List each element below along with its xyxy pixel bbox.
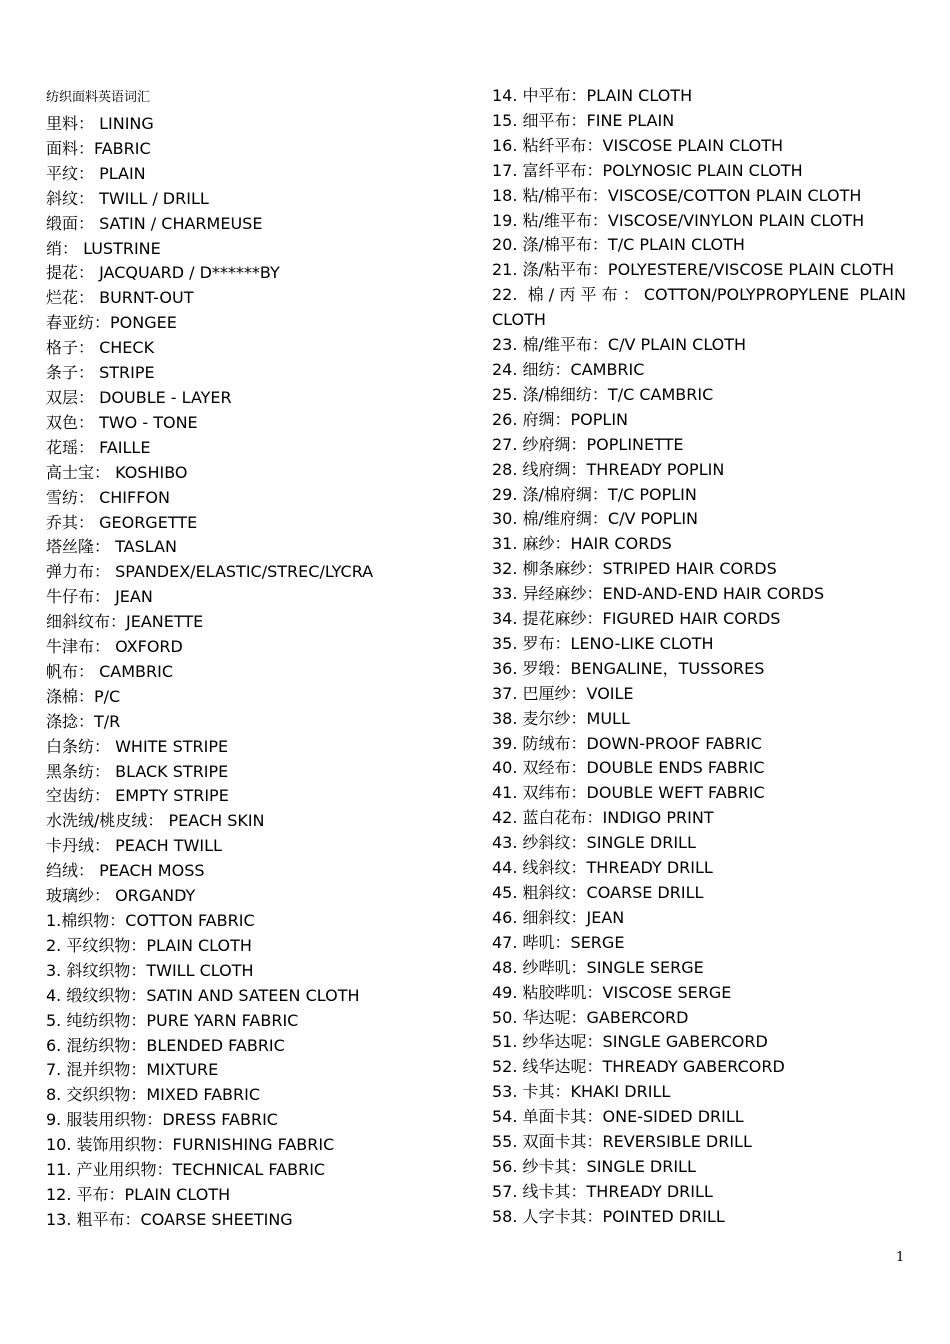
vocabulary-entry: 54. 单面卡其：ONE-SIDED DRILL <box>492 1107 744 1127</box>
vocabulary-entry: 34. 提花麻纱：FIGURED HAIR CORDS <box>492 609 781 629</box>
vocabulary-entry: 56. 纱卡其：SINGLE DRILL <box>492 1156 696 1176</box>
vocabulary-entry: 涤捻：T/R <box>46 711 121 731</box>
vocabulary-entry: 塔丝隆： TASLAN <box>46 537 177 557</box>
vocabulary-entry: 卡丹绒： PEACH TWILL <box>46 836 222 856</box>
vocabulary-entry: 涤棉：P/C <box>46 686 121 706</box>
vocabulary-entry: 条子： STRIPE <box>46 363 155 383</box>
vocabulary-entry: 烂花： BURNT-OUT <box>46 288 194 308</box>
vocabulary-entry: 25. 涤/棉细纺：T/C CAMBRIC <box>492 384 714 404</box>
vocabulary-entry: 51. 纱华达呢：SINGLE GABERCORD <box>492 1032 768 1052</box>
vocabulary-entry: 弹力布： SPANDEX/ELASTIC/STREC/LYCRA <box>46 562 374 582</box>
vocabulary-entry: 玻璃纱： ORGANDY <box>46 886 196 906</box>
vocabulary-entry: 53. 卡其：KHAKI DRILL <box>492 1082 671 1102</box>
vocabulary-entry: 春亚纺：PONGEE <box>46 313 177 333</box>
vocabulary-entry: 4. 缎纹织物：SATIN AND SATEEN CLOTH <box>46 985 360 1005</box>
vocabulary-entry: 49. 粘胶哔叽：VISCOSE SERGE <box>492 982 732 1002</box>
vocabulary-entry: 29. 涤/棉府绸：T/C POPLIN <box>492 484 697 504</box>
vocabulary-entry: 39. 防绒布：DOWN-PROOF FABRIC <box>492 733 762 753</box>
document-title: 纺织面料英语词汇 <box>46 90 151 105</box>
vocabulary-entry: 格子： CHECK <box>46 338 155 358</box>
vocabulary-entry: 36. 罗缎：BENGALINE，TUSSORES <box>492 658 765 678</box>
vocabulary-entry: 26. 府绸：POPLIN <box>492 409 629 429</box>
vocabulary-entry: 白条纺： WHITE STRIPE <box>46 736 229 756</box>
vocabulary-entry: 55. 双面卡其：REVERSIBLE DRILL <box>492 1132 752 1152</box>
vocabulary-entry: 9. 服装用织物：DRESS FABRIC <box>46 1110 278 1130</box>
vocabulary-entry: 23. 棉/维平布：C/V PLAIN CLOTH <box>492 335 747 355</box>
vocabulary-entry: 黑条纺： BLACK STRIPE <box>46 761 229 781</box>
vocabulary-entry: 10. 装饰用织物：FURNISHING FABRIC <box>46 1135 335 1155</box>
vocabulary-entry: 22. 棉/丙平布：COTTON/POLYPROPYLENE PLAIN CLOTH <box>492 285 906 330</box>
vocabulary-entry: 35. 罗布：LENO-LIKE CLOTH <box>492 633 714 653</box>
vocabulary-entry: 33. 异经麻纱：END-AND-END HAIR CORDS <box>492 584 825 604</box>
vocabulary-entry: 38. 麦尔纱：MULL <box>492 708 630 728</box>
page-number: 1 <box>896 1250 905 1265</box>
vocabulary-entry: 16. 粘纤平布：VISCOSE PLAIN CLOTH <box>492 135 784 155</box>
vocabulary-entry: 41. 双纬布：DOUBLE WEFT FABRIC <box>492 783 765 803</box>
vocabulary-entry: 高士宝： KOSHIBO <box>46 462 188 482</box>
vocabulary-entry: 双层： DOUBLE - LAYER <box>46 387 232 407</box>
vocabulary-entry: 21. 涤/粘平布：POLYESTERE/VISCOSE PLAIN CLOTH <box>492 260 894 280</box>
vocabulary-entry: 11. 产业用织物：TECHNICAL FABRIC <box>46 1160 326 1180</box>
vocabulary-entry: 43. 纱斜纹：SINGLE DRILL <box>492 833 696 853</box>
vocabulary-entry: 1.棉织物：COTTON FABRIC <box>46 911 255 930</box>
vocabulary-entry: 细斜纹布：JEANETTE <box>46 612 204 632</box>
vocabulary-entry: 乔其： GEORGETTE <box>46 512 198 532</box>
vocabulary-entry: 32. 柳条麻纱：STRIPED HAIR CORDS <box>492 559 777 579</box>
vocabulary-entry: 提花： JACQUARD / D******BY <box>46 263 280 283</box>
vocabulary-entry: 42. 蓝白花布：INDIGO PRINT <box>492 808 714 828</box>
vocabulary-entry: 17. 富纤平布：POLYNOSIC PLAIN CLOTH <box>492 160 803 180</box>
vocabulary-entry: 47. 哔叽：SERGE <box>492 932 625 952</box>
vocabulary-entry: 37. 巴厘纱：VOILE <box>492 683 634 703</box>
vocabulary-entry: 里料： LINING <box>46 114 154 133</box>
vocabulary-entry: 7. 混并织物：MIXTURE <box>46 1060 219 1080</box>
vocabulary-entry: 48. 纱哔叽：SINGLE SERGE <box>492 957 704 977</box>
vocabulary-entry: 40. 双经布：DOUBLE ENDS FABRIC <box>492 758 765 778</box>
vocabulary-entry: 15. 细平布：FINE PLAIN <box>492 110 675 130</box>
left-column <box>46 112 476 1233</box>
vocabulary-entry: 雪纺： CHIFFON <box>46 487 170 507</box>
vocabulary-entry: 57. 线卡其：THREADY DRILL <box>492 1181 713 1201</box>
vocabulary-entry: 45. 粗斜纹：COARSE DRILL <box>492 883 704 902</box>
vocabulary-entry: 52. 线华达呢：THREADY GABERCORD <box>492 1057 785 1077</box>
vocabulary-entry: 20. 涤/棉平布：T/C PLAIN CLOTH <box>492 235 745 255</box>
vocabulary-entry: 12. 平布：PLAIN CLOTH <box>46 1184 231 1204</box>
vocabulary-entry: 58. 人字卡其：POINTED DRILL <box>492 1206 725 1226</box>
vocabulary-entry: 30. 棉/维府绸：C/V POPLIN <box>492 509 699 529</box>
vocabulary-entry: 46. 细斜纹：JEAN <box>492 907 625 927</box>
vocabulary-entry: 3. 斜纹织物：TWILL CLOTH <box>46 960 254 980</box>
vocabulary-entry: 19. 粘/维平布：VISCOSE/VINYLON PLAIN CLOTH <box>492 210 865 230</box>
vocabulary-entry: 面料：FABRIC <box>46 138 151 158</box>
vocabulary-entry: 50. 华达呢：GABERCORD <box>492 1007 689 1027</box>
vocabulary-entry: 绉绒： PEACH MOSS <box>46 861 205 881</box>
vocabulary-entry: 28. 线府绸：THREADY POPLIN <box>492 459 725 479</box>
vocabulary-entry: 27. 纱府绸：POPLINETTE <box>492 434 684 454</box>
vocabulary-entry: 牛津布： OXFORD <box>46 637 183 657</box>
vocabulary-entry: 31. 麻纱：HAIR CORDS <box>492 534 672 554</box>
vocabulary-entry: 水洗绒/桃皮绒： PEACH SKIN <box>46 811 265 831</box>
vocabulary-entry: 帆布： CAMBRIC <box>46 661 173 681</box>
vocabulary-entry: 斜纹： TWILL / DRILL <box>46 188 209 208</box>
vocabulary-entry: 绡： LUSTRINE <box>46 238 161 258</box>
vocabulary-entry: 44. 线斜纹：THREADY DRILL <box>492 858 713 878</box>
vocabulary-entry: 空齿纺： EMPTY STRIPE <box>46 786 229 806</box>
vocabulary-entry: 缎面： SATIN / CHARMEUSE <box>46 213 263 233</box>
vocabulary-entry: 6. 混纺织物：BLENDED FABRIC <box>46 1035 285 1055</box>
vocabulary-entry: 14. 中平布：PLAIN CLOTH <box>492 86 693 105</box>
vocabulary-entry: 牛仔布： JEAN <box>46 587 153 607</box>
right-column <box>492 84 906 1230</box>
vocabulary-entry: 8. 交织织物：MIXED FABRIC <box>46 1085 261 1105</box>
vocabulary-entry: 双色： TWO - TONE <box>46 412 198 432</box>
vocabulary-entry: 24. 细纺：CAMBRIC <box>492 359 645 379</box>
vocabulary-entry: 平纹： PLAIN <box>46 163 146 183</box>
vocabulary-entry: 5. 纯纺织物：PURE YARN FABRIC <box>46 1010 299 1030</box>
vocabulary-entry: 13. 粗平布：COARSE SHEETING <box>46 1209 293 1229</box>
vocabulary-entry: 2. 平纹织物：PLAIN CLOTH <box>46 935 252 955</box>
vocabulary-entry: 花瑶： FAILLE <box>46 437 151 457</box>
vocabulary-entry: 18. 粘/棉平布：VISCOSE/COTTON PLAIN CLOTH <box>492 185 862 205</box>
